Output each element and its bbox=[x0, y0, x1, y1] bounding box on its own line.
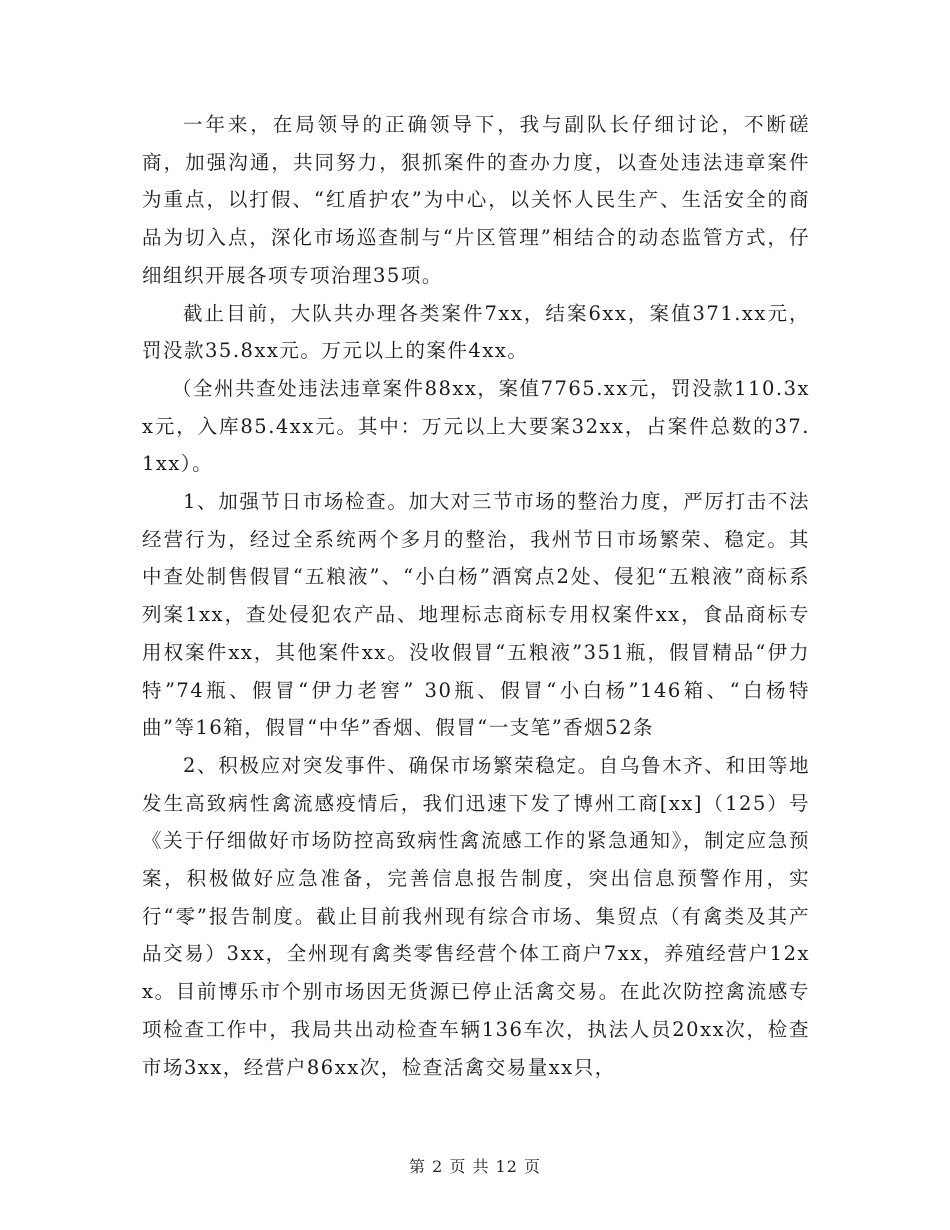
paragraph-case-summary: 截止目前，大队共办理各类案件7xx，结案6xx，案值371.xx元，罚没款35.8xx元。万元以上的案件4xx。 bbox=[142, 301, 810, 363]
paragraph-emergency-response: 2、积极应对突发事件、确保市场繁荣稳定。自乌鲁木齐、和田等地发生高致病性禽流感疫情后，我们迅速下发了博州工商[xx]（125）号《关于仔细做好市场防控高致病性禽流感工作的紧急通知》，制定应急预案，积极做好应急准备，完善信息报告制度，突出信息预警作用，实行“零”报告制度。截止目前我州现有综合市场、集贸点（有禽类及其产品交易）3xx，全州现有禽类零售经营个体工商户7xx，养殖经营户12xx。目前博乐市个别市场因无货源已停止活禽交易。在此次防控禽流感专项检查工作中，我局共出动检查车辆136车次，执法人员20xx次，检查市场3xx，经营户86xx次，检查活禽交易量xx只， bbox=[142, 753, 810, 1079]
document-body bbox=[142, 106, 810, 1086]
paragraph-prefecture-summary: （全州共查处违法违章案件88xx，案值7765.xx元，罚没款110.3xx元，入库85.4xx元。其中：万元以上大要案32xx，占案件总数的37.1xx）。 bbox=[142, 376, 810, 476]
paragraph-holiday-market: 1、加强节日市场检查。加大对三节市场的整治力度，严厉打击不法经营行为，经过全系统两个多月的整治，我州节日市场繁荣、稳定。其中查处制售假冒“五粮液”、“小白杨”酒窝点2处、侵犯“五粮液”商标系列案1xx，查处侵犯农产品、地理标志商标专用权案件xx，食品商标专用权案件xx，其他案件xx。没收假冒“五粮液”351瓶，假冒精品“伊力特”74瓶、假冒“伊力老窖” 30瓶、假冒“小白杨”146箱、“白杨特曲”等16箱，假冒“中华”香烟、假冒“一支笔”香烟52条 bbox=[142, 490, 810, 740]
page-number-footer: 第 2 页 共 12 页 bbox=[409, 1157, 541, 1176]
paragraph-intro: 一年来，在局领导的正确领导下，我与副队长仔细讨论，不断磋商，加强沟通，共同努力，狠抓案件的查办力度，以查处违法违章案件为重点，以打假、“红盾护农”为中心，以关怀人民生产、生活安全的商品为切入点，深化市场巡查制与“片区管理”相结合的动态监管方式，仔细组织开展各项专项治理35项。 bbox=[142, 113, 810, 287]
